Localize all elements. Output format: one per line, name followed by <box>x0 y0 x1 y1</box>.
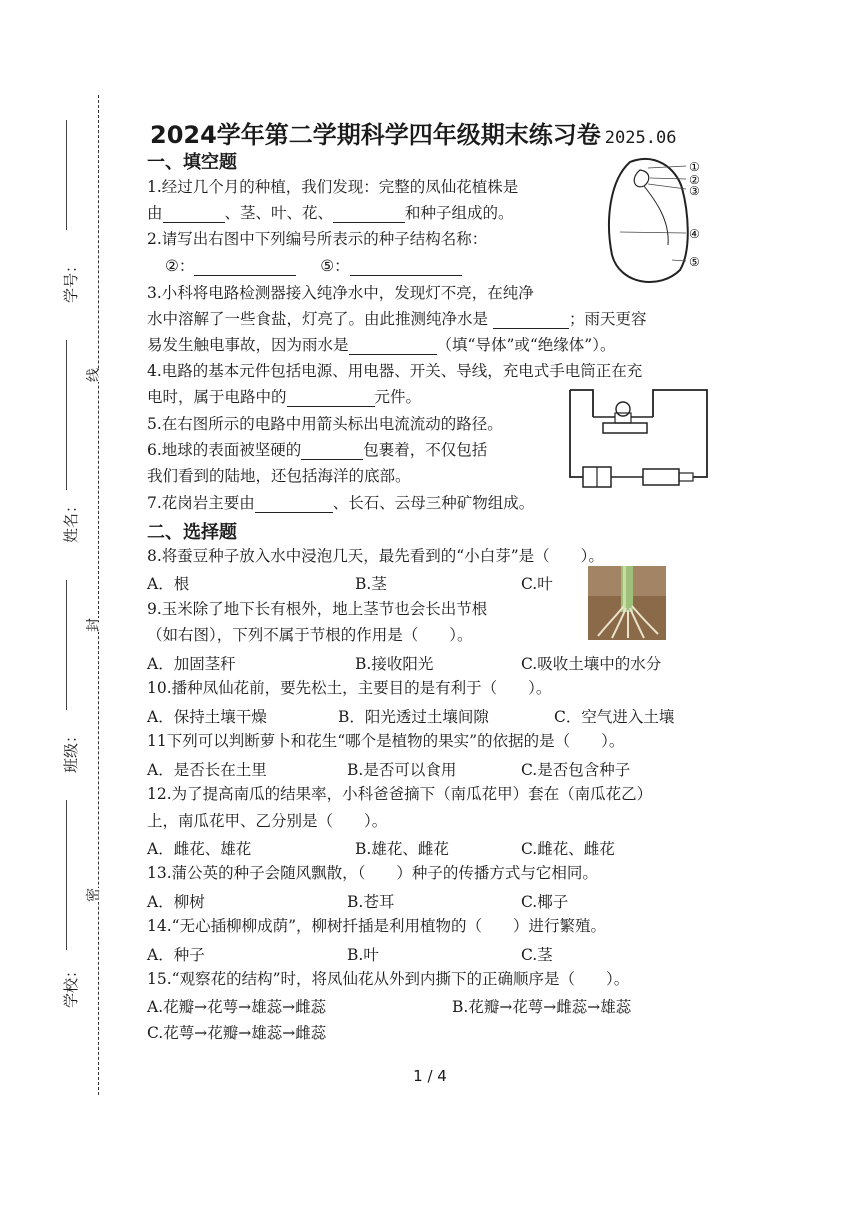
q14-option-b[interactable]: B.叶 <box>347 946 379 964</box>
q6-blank[interactable] <box>301 443 363 460</box>
q14-question: 14.“无心插柳柳成荫”，柳树扦插是利用植物的（ ）进行繁殖。 <box>147 917 607 935</box>
q4-line-a: 4.电路的基本元件包括电源、用电器、开关、导线，充电式手电筒正在充 <box>147 362 643 380</box>
q8-option-a[interactable]: A．根 <box>147 575 190 593</box>
q13-option-a[interactable]: A．柳树 <box>147 893 205 911</box>
q12-option-a[interactable]: A．雌花、雄花 <box>147 840 252 858</box>
q15-option-a[interactable]: A.花瓣→花萼→雄蕊→雌蕊 <box>147 998 327 1016</box>
binding-dashed-line <box>98 95 99 1095</box>
q7-text-1: 7.花岗岩主要由 <box>147 494 255 512</box>
q7-blank[interactable] <box>255 496 333 513</box>
q1-text-1: 由 <box>147 204 163 222</box>
q9-option-b[interactable]: B.接收阳光 <box>355 655 434 673</box>
page-number: 1 / 4 <box>413 1067 447 1085</box>
binding-margin <box>0 0 120 1215</box>
q13-option-b[interactable]: B.苍耳 <box>347 893 395 911</box>
q2-blank-5[interactable] <box>350 259 462 276</box>
q3-line-c <box>147 335 615 355</box>
q15-question: 15.“观察花的结构”时，将凤仙花从外到内撕下的正确顺序是（ ）。 <box>147 970 630 988</box>
q8-option-b[interactable]: B.茎 <box>355 575 387 593</box>
student-number-line <box>66 120 67 230</box>
corn-node-root-photo <box>588 566 666 640</box>
q8-question: 8.将蚕豆种子放入水中浸泡几天，最先看到的“小白芽”是（ ）。 <box>147 547 604 565</box>
q11-option-a[interactable]: A．是否长在土里 <box>147 761 267 779</box>
q3-text-3: 易发生触电事故，因为雨水是 <box>147 336 349 354</box>
q2-answers <box>165 256 462 276</box>
q14-option-a[interactable]: A．种子 <box>147 946 205 964</box>
q15-option-c[interactable]: C.花萼→花瓣→雄蕊→雌蕊 <box>147 1024 327 1042</box>
q12-question: 12.为了提高南瓜的结果率，小科爸爸摘下（南瓜花甲）套在（南瓜花乙） <box>147 785 653 803</box>
q15-option-b[interactable]: B.花瓣→花萼→雌蕊→雄蕊 <box>452 998 632 1016</box>
q5-line: 5.在右图所示的电路中用箭头标出电流流动的路径。 <box>147 415 503 433</box>
title-date: 2025.06 <box>604 128 677 148</box>
cut-mark-secret: 密 <box>80 888 106 902</box>
q2-blank-2[interactable] <box>194 259 296 276</box>
class-line <box>66 580 67 710</box>
cut-mark-line: 线 <box>80 368 106 382</box>
q9-option-c[interactable]: C.吸收土壤中的水分 <box>521 655 662 673</box>
q1-text-2: 、茎、叶、花、 <box>224 204 334 222</box>
q6-line-a <box>147 440 487 460</box>
student-number-label: 学号： <box>62 257 81 304</box>
q6-line-b: 我们看到的陆地，还包括海洋的底部。 <box>147 467 411 485</box>
seed-label-2: ② <box>689 173 700 187</box>
page-title <box>150 115 676 150</box>
q13-question: 13.蒲公英的种子会随风飘散，（ ）种子的传播方式与它相同。 <box>147 864 598 882</box>
q1-blank-1[interactable] <box>163 206 225 223</box>
name-label: 姓名： <box>62 497 81 544</box>
section-fill-blank-title: 一、填空题 <box>147 152 237 173</box>
q3-line-b <box>147 309 646 329</box>
q6-text-1: 6.地球的表面被坚硬的 <box>147 441 302 459</box>
q10-option-c[interactable]: C．空气进入土壤 <box>554 708 675 726</box>
q3-text-4: （填“导体”或“绝缘体”）。 <box>436 336 616 354</box>
q1-line-b <box>147 203 514 223</box>
q9-option-a[interactable]: A．加固茎秆 <box>147 655 236 673</box>
q1-text-3: 和种子组成的。 <box>405 204 514 222</box>
q2-item-5-label: ⑤： <box>320 257 350 275</box>
q14-option-c[interactable]: C.茎 <box>521 946 553 964</box>
q6-text-2: 包裹着，不仅包括 <box>363 441 488 459</box>
q10-option-a[interactable]: A．保持土壤干燥 <box>147 708 267 726</box>
q12-option-b[interactable]: B.雄花、雌花 <box>355 840 449 858</box>
q11-option-c[interactable]: C.是否包含种子 <box>521 761 631 779</box>
q7-line <box>147 493 534 513</box>
q7-text-2: 、长石、云母三种矿物组成。 <box>332 494 535 512</box>
name-line <box>66 340 67 490</box>
q4-blank[interactable] <box>287 390 375 407</box>
q10-option-b[interactable]: B．阳光透过土壤间隙 <box>338 708 489 726</box>
q2-item-2-label: ②： <box>165 257 195 275</box>
seed-structure-figure <box>600 150 710 290</box>
class-label: 班级： <box>62 727 81 774</box>
title-text: 2024学年第二学期科学四年级期末练习卷 <box>150 121 601 149</box>
q1-line-a: 1.经过几个月的种植，我们发现：完整的凤仙花植株是 <box>147 178 519 196</box>
cut-mark-seal: 封 <box>80 618 106 632</box>
q10-question: 10.播种凤仙花前，要先松土，主要目的是有利于（ ）。 <box>147 679 552 697</box>
q3-text-2: ；雨天更容 <box>568 310 647 328</box>
seed-label-3: ③ <box>689 184 700 198</box>
seed-label-1: ① <box>689 160 700 174</box>
school-label: 学校： <box>62 962 81 1009</box>
q4-text-2: 元件。 <box>374 388 422 406</box>
q3-blank-1[interactable] <box>493 312 569 329</box>
q3-blank-2[interactable] <box>349 338 437 355</box>
q8-option-c[interactable]: C.叶 <box>521 575 553 593</box>
section-choice-title: 二、选择题 <box>147 522 237 543</box>
q12-question-cont: 上，南瓜花甲、乙分别是（ ）。 <box>147 812 388 830</box>
q11-question: 11下列可以判断萝卜和花生“哪个是植物的果实”的依据的是（ ）。 <box>147 732 625 750</box>
q4-text-1: 电时，属于电路中的 <box>147 388 287 406</box>
q9-question-cont: （如右图），下列不属于节根的作用是（ ）。 <box>147 626 473 644</box>
circuit-figure <box>565 385 715 495</box>
q12-option-c[interactable]: C.雌花、雌花 <box>521 840 615 858</box>
q2-line: 2.请写出右图中下列编号所表示的种子结构名称： <box>147 230 488 248</box>
school-line <box>66 800 67 950</box>
q11-option-b[interactable]: B.是否可以食用 <box>347 761 457 779</box>
q13-option-c[interactable]: C.椰子 <box>521 893 569 911</box>
q9-question: 9.玉米除了地下长有根外，地上茎节也会长出节根 <box>147 600 488 618</box>
q3-line-a: 3.小科将电路检测器接入纯净水中，发现灯不亮，在纯净 <box>147 284 534 302</box>
seed-label-4: ④ <box>689 227 700 241</box>
seed-label-5: ⑤ <box>689 255 700 269</box>
q3-text-1: 水中溶解了一些食盐，灯亮了。由此推测纯净水是 <box>147 310 489 328</box>
q4-line-b <box>147 387 421 407</box>
q1-blank-2[interactable] <box>333 206 405 223</box>
